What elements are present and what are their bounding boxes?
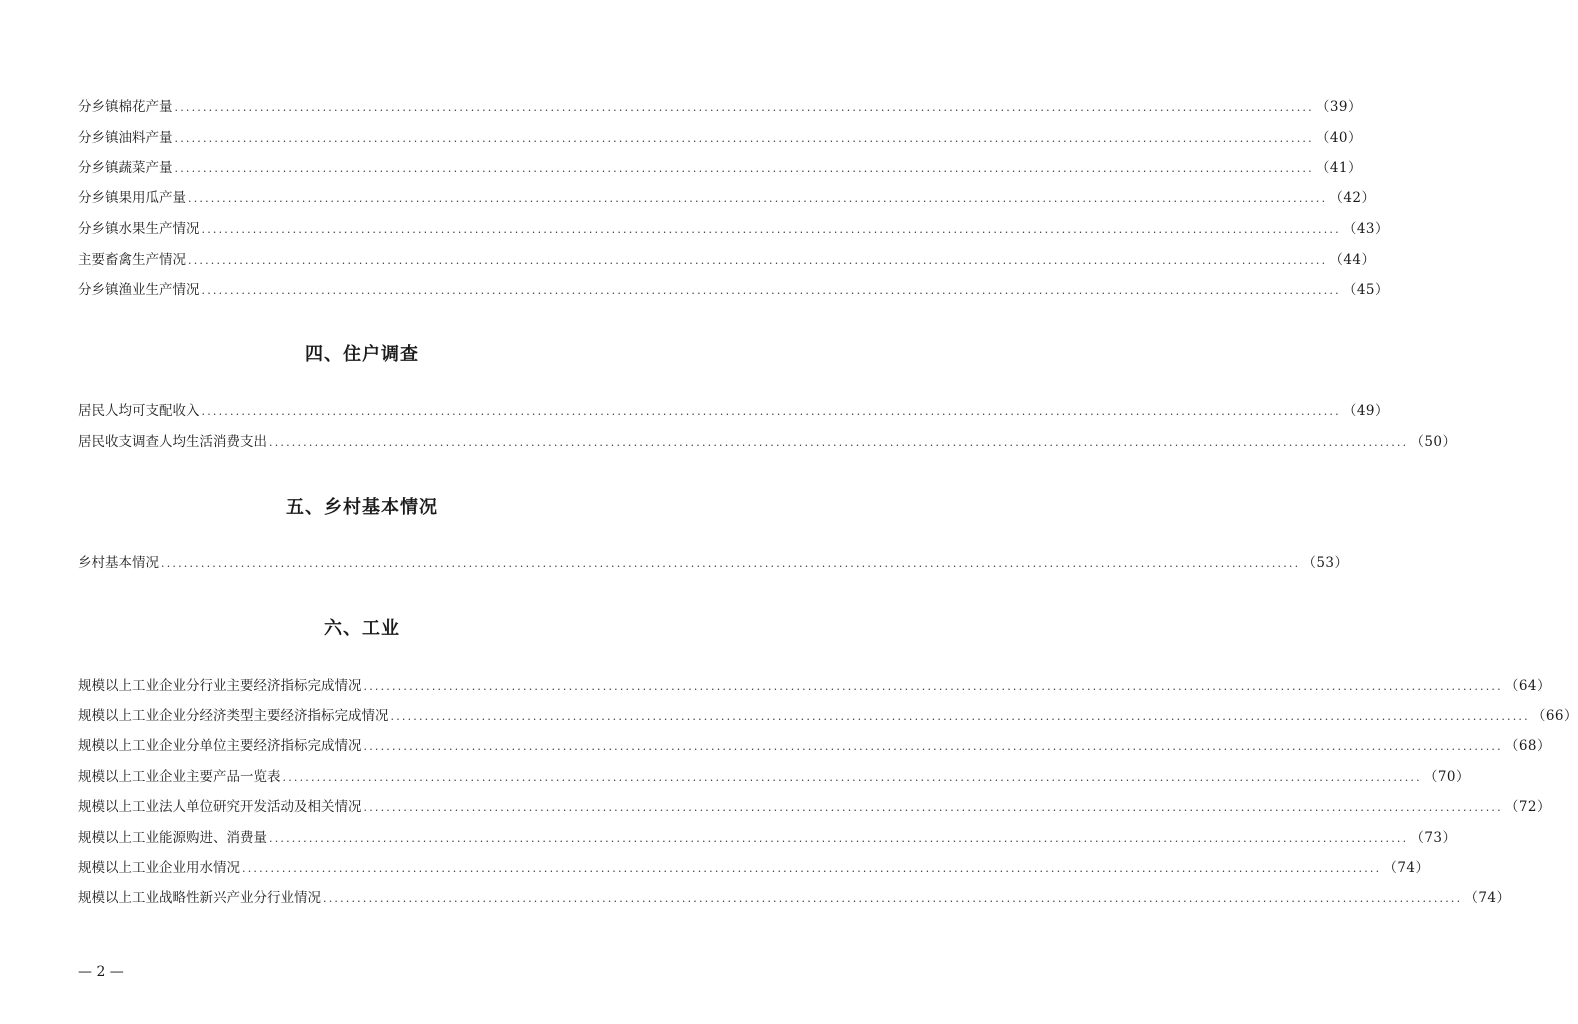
toc-entry-title: 分乡镇棉花产量 xyxy=(78,99,173,115)
toc-entry-title: 分乡镇蔬菜产量 xyxy=(78,160,173,176)
toc-entry-title: 分乡镇渔业生产情况 xyxy=(78,282,200,298)
section-heading: 六、工业 xyxy=(324,618,400,639)
toc-entry-page: （74） xyxy=(1383,860,1430,876)
toc-entry-page: （45） xyxy=(1342,282,1390,298)
toc-entry-title: 规模以上工业战略性新兴产业分行业情况 xyxy=(78,890,321,906)
toc-entry-title: 分乡镇果用瓜产量 xyxy=(78,190,186,206)
toc-entry-page: （73） xyxy=(1410,830,1457,846)
toc-entry-page: （40） xyxy=(1315,130,1363,146)
toc-entry-title: 规模以上工业法人单位研究开发活动及相关情况 xyxy=(78,799,362,815)
toc-entry-title: 规模以上工业企业主要产品一览表 xyxy=(78,769,281,785)
toc-leader-dots: ........................................................................................................................................................................................................ xyxy=(201,223,1341,236)
toc-entry[interactable] xyxy=(78,250,1376,270)
toc-entry[interactable] xyxy=(78,676,1552,696)
toc-leader-dots: ........................................................................................................................................................................................................ xyxy=(363,680,1503,693)
toc-entry-title: 规模以上工业能源购进、消费量 xyxy=(78,830,267,846)
toc-entry-title: 规模以上工业企业分行业主要经济指标完成情况 xyxy=(78,678,362,694)
toc-entry-page: （42） xyxy=(1329,190,1376,206)
toc-leader-dots: ........................................................................................................................................................................................................ xyxy=(390,710,1530,723)
toc-entry-title: 乡村基本情况 xyxy=(78,555,159,571)
toc-entry-page: （50） xyxy=(1410,434,1457,450)
toc-leader-dots: ........................................................................................................................................................................................................ xyxy=(201,405,1341,418)
toc-entry-title: 居民人均可支配收入 xyxy=(78,403,200,419)
toc-entry-page: （41） xyxy=(1315,160,1363,176)
toc-entry[interactable] xyxy=(78,767,1471,787)
toc-leader-dots: ........................................................................................................................................................................................................ xyxy=(363,740,1503,753)
toc-entry-title: 规模以上工业企业分单位主要经济指标完成情况 xyxy=(78,738,362,754)
toc-leader-dots: ........................................................................................................................................................................................................ xyxy=(188,254,1328,267)
toc-leader-dots: ........................................................................................................................................................................................................ xyxy=(282,771,1422,784)
section-heading: 四、住户调查 xyxy=(305,344,419,365)
toc-entry-page: （39） xyxy=(1315,99,1363,115)
toc-leader-dots: ........................................................................................................................................................................................................ xyxy=(174,101,1314,114)
toc-entry[interactable] xyxy=(78,188,1376,208)
toc-entry-page: （64） xyxy=(1504,678,1552,694)
toc-entry[interactable] xyxy=(78,828,1457,848)
toc-entry-title: 居民收支调查人均生活消费支出 xyxy=(78,434,267,450)
toc-entry-page: （49） xyxy=(1342,403,1390,419)
section-heading: 五、乡村基本情况 xyxy=(286,497,438,518)
toc-entry[interactable] xyxy=(78,401,1390,421)
toc-entry-page: （66） xyxy=(1531,708,1578,724)
toc-entry-page: （43） xyxy=(1342,221,1390,237)
toc-entry-title: 分乡镇水果生产情况 xyxy=(78,221,200,237)
toc-leader-dots: ........................................................................................................................................................................................................ xyxy=(188,192,1328,205)
toc-entry[interactable] xyxy=(78,706,1578,726)
toc-leader-dots: ........................................................................................................................................................................................................ xyxy=(242,862,1382,875)
toc-entry[interactable] xyxy=(78,888,1511,908)
toc-entry-page: （72） xyxy=(1504,799,1552,815)
toc-entry-page: （53） xyxy=(1302,555,1349,571)
toc-leader-dots: ........................................................................................................................................................................................................ xyxy=(363,801,1503,814)
toc-leader-dots: ........................................................................................................................................................................................................ xyxy=(323,892,1463,905)
page-number: — 2 — xyxy=(78,964,124,980)
toc-entry[interactable] xyxy=(78,858,1430,878)
toc-leader-dots: ........................................................................................................................................................................................................ xyxy=(174,132,1314,145)
toc-entry-title: 分乡镇油料产量 xyxy=(78,130,173,146)
toc-entry[interactable] xyxy=(78,219,1390,239)
toc-entry[interactable] xyxy=(78,158,1363,178)
toc-entry[interactable] xyxy=(78,280,1390,300)
toc-entry[interactable] xyxy=(78,128,1363,148)
toc-leader-dots: ........................................................................................................................................................................................................ xyxy=(174,162,1314,175)
toc-leader-dots: ........................................................................................................................................................................................................ xyxy=(269,832,1409,845)
toc-entry-title: 规模以上工业企业用水情况 xyxy=(78,860,240,876)
toc-entry[interactable] xyxy=(78,553,1349,573)
toc-entry[interactable] xyxy=(78,97,1363,117)
toc-leader-dots: ........................................................................................................................................................................................................ xyxy=(161,557,1301,570)
toc-entry[interactable] xyxy=(78,797,1552,817)
toc-entry-page: （70） xyxy=(1423,769,1471,785)
toc-entry-title: 主要畜禽生产情况 xyxy=(78,252,186,268)
toc-entry[interactable] xyxy=(78,736,1552,756)
toc-entry-page: （74） xyxy=(1464,890,1511,906)
toc-entry-page: （68） xyxy=(1504,738,1552,754)
toc-entry-title: 规模以上工业企业分经济类型主要经济指标完成情况 xyxy=(78,708,389,724)
toc-entry-page: （44） xyxy=(1329,252,1376,268)
toc-leader-dots: ........................................................................................................................................................................................................ xyxy=(269,436,1409,449)
toc-leader-dots: ........................................................................................................................................................................................................ xyxy=(201,284,1341,297)
toc-entry[interactable] xyxy=(78,432,1457,452)
